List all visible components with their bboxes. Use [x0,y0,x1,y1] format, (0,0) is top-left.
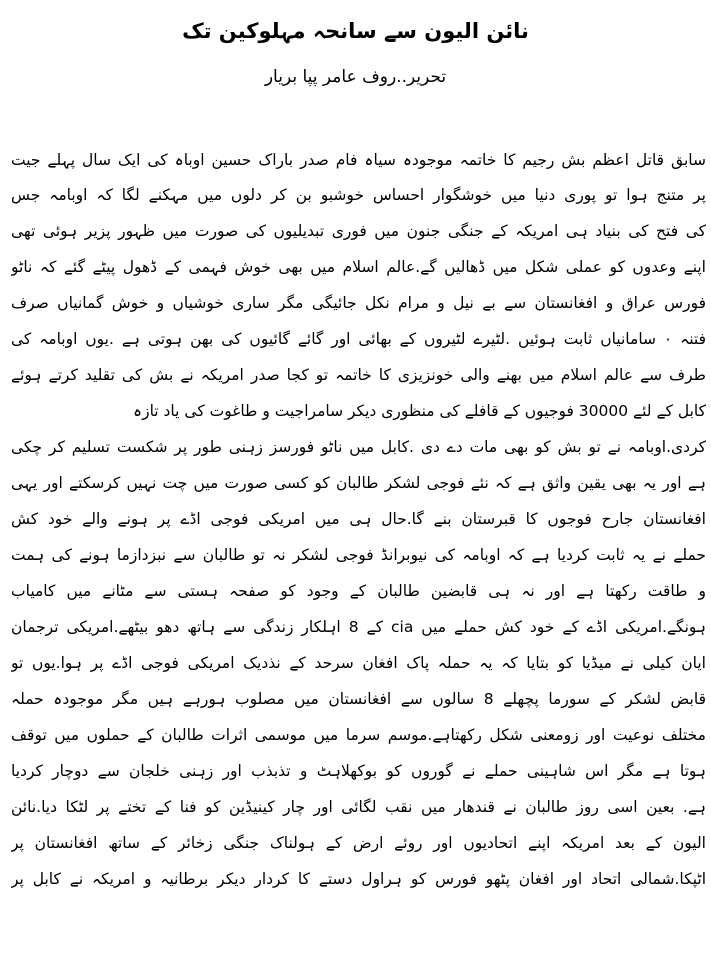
body-line: اٹپکا.شمالی اتحاد اور افغان پٹھو فورس کو ہراول دستے کا کردار دیکر برطانیہ و امریکہ نے کابل پر [11,870,706,888]
body-line: ہونگے.امریکی اڈے کے خود کش حملے میں cia کے 8 اہلکار زندگی سے ہاتھ دھو بیٹھے.امریکی ترجمان [11,618,706,636]
body-line: ہے اور یہ بھی یقین واثق ہے کہ نئے فوجی لشکر طالبان کو کسی صورت میں چت نہیں کرسکتے اور یہی [11,474,706,492]
body-line: فتنہ ٠ سامانیاں ثابت ہوئیں .لٹیرے لٹیروں کے بھائی اور گائے گائیوں کی بھن ہوتی ہے .یوں اوبامہ کی [11,330,706,348]
body-line: سابق قاتل اعظم بش رجیم کا خاتمہ موجودہ سیاہ فام صدر باراک حسین اوباہ کی ایک سال پہلے جیت [11,151,706,169]
body-line: طرف سے عالم اسلام میں بھنے والی خونزیزی کا خاتمہ تو کجا صدر امریکہ نے بش کی تقلید کرتے ہوئے [11,366,706,384]
body-line: الیون کے بعد امریکہ اپنے اتحادیوں اور روئے ارض کے ہولناک جنگی زخائر کے ساتھ افغانستان پر [11,834,706,852]
body-line: مختلف نوعیت اور زومعنی شکل رکھتاہے.موسم سرما میں موسمی اثرات طالبان کے حملوں میں توقف [11,726,706,744]
article-byline: تحریر..روف عامر پپا بریار [264,67,447,87]
body-line: حملے نے یہ ثابت کردیا ہے کہ اوبامہ کی نیوبرانڈ فوجی لشکر نہ تو طالبان سے نبزدازما ہونے کی ہمت [11,546,706,564]
body-line: قابض لشکر کے سورما پچھلے 8 سالوں سے افغانستان میں مصلوب ہورہے ہیں مگر موجودہ حملہ [11,690,706,708]
article-title: نائن الیون سے سانحہ مہلوکین تک [182,19,529,43]
body-line: اپنے وعدوں کو عملی شکل میں ڈھالیں گے.عالم اسلام میں بھی خوش فہمی کے ڈھول پیٹے گئے کہ ناٹو [11,258,706,276]
body-line: و طاقت رکھتا ہے اور نہ ہی قابضین طالبان کے وجود کو صفحہ ہستی سے مٹانے میں کامیاب [11,582,706,600]
body-line: ہوتا ہے مگر اس شاہینی حملے نے گوروں کو بوکھلاہٹ و تذبذب اور زہنی خلجان سے دوچار کردیا [11,762,706,780]
body-line: کابل کے لئے 30000 فوجیوں کے قافلے کی منظوری دیکر سامراجیت و طاغوت کی یاد تازہ [133,402,706,420]
body-line: فورس عراق و افغانستان سے بے نیل و مرام نکل جائیگی مگر ساری خوشیاں و خوش گمانیاں صرف [11,294,706,312]
body-line: ایان کیلی نے میڈیا کو بتایا کہ یہ حملہ پاک افغان سرحد کے نذدیک امریکی فوجی اڈے پر ہوا.یوں تو [11,654,706,672]
body-line: کی فتح کی بنیاد ہی امریکہ کے جنگی جنون میں فوری تبدیلیوں کی صورت میں ظہور پزیر ہوئی تھی [11,222,706,240]
body-line: پر متنج ہوا تو پوری دنیا میں خوشگوار احساس خوشبو بن کر دلوں میں مہکنے لگا کہ اوبامہ جس [11,186,706,204]
body-line: کردی.اوبامہ نے تو بش کو بھی مات دے دی .کابل میں ناٹو فورسز زہنی طور پر شکست تسلیم کر چکی [11,438,706,456]
body-line: ہے. بعین اسی روز طالبان نے قندھار میں نقب لگائی اور چار کینیڈین کو فنا کے تختے پر لٹکا دیا.نائن [11,798,706,816]
body-line: افغانستان جارح فوجوں کا قبرستان بنے گا.حال ہی میں امریکی فوجی اڈے پر ہونے والے خود کش [11,510,706,528]
